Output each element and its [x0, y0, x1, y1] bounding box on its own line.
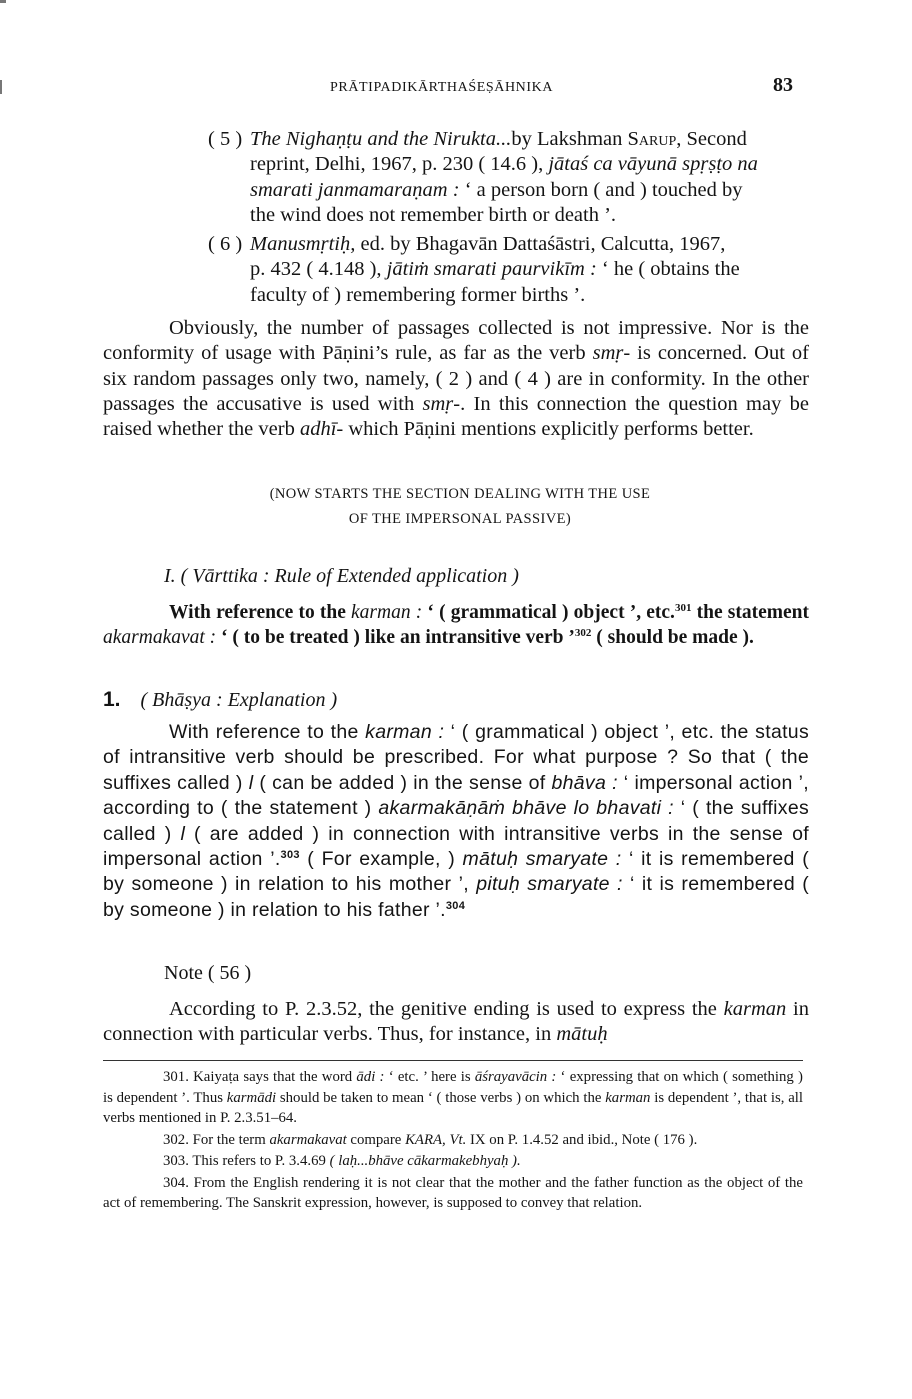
- page-number: 83: [773, 74, 793, 96]
- reference-number: ( 5 ): [208, 128, 243, 150]
- footnote-301: 301. Kaiyaṭa says that the word ādi : ‘ etc. ’ here is āśrayavācin : ‘ expressing that on which ( something ) is dependent ’. Thus karmādi should be taken to mean ‘ ( those verbs ) on which the karman is dependent ’, that is, all verbs mentioned in P. 2.3.51–64.: [103, 1069, 804, 1126]
- scan-mark: [0, 0, 6, 3]
- bhasya-title: [103, 688, 337, 712]
- section-heading: [140, 482, 780, 532]
- running-title: PRĀTIPADIKĀRTHAŚEṢĀHNIKA: [330, 80, 554, 95]
- bhasya-text: With reference to the karman : ‘ ( grammatical ) object ’, etc. the status of intransitive verb should be prescribed. For what purpose ? So that ( the suffixes called ) l ( can be added ) in the sense of bhāva : ‘ impersonal action ’, according to ( the statement ) akarmakāṇāṁ bhāve lo bhavati : ‘ ( the suffixes called ) l ( are added ) in connection with intransitive verbs in the sense of impersonal action ’.$^{303}$ ( For example, ) mātuḥ smaryate : ‘ it is remembered ( by someone ) in relation to his mother ’, pituḥ smaryate : ‘ it is remembered ( by someone ) in relation to his father ’.$^{304}$: [103, 721, 810, 921]
- reference-number: ( 6 ): [208, 233, 243, 255]
- reference-5: [208, 127, 810, 228]
- body-paragraph: Obviously, the number of passages collected is not impressive. Nor is the conformity of usage with Pāṇini’s rule, as far as the verb smṛ- is concerned. Out of six random passages only two, namely, ( 2 ) and ( 4 ) are in conformity. In the other passages the accusative is used with smṛ-. In this connection the question may be raised whether the verb adhī- which Pāṇini mentions explicitly performs better.: [103, 317, 809, 441]
- section-heading-line: (NOW STARTS THE SECTION DEALING WITH THE USE: [269, 486, 651, 502]
- footnote-302: 302. For the term akarmakavat compare KARA, Vt. IX on P. 1.4.52 and ibid., Note ( 176 ).: [163, 1131, 698, 1148]
- footnote-303: 303. This refers to P. 3.4.69 ( laḥ...bhāve cākarmakebhyaḥ ).: [163, 1153, 521, 1169]
- page-header: [0, 74, 912, 104]
- reference-text: [250, 232, 810, 308]
- reference-line: the wind does not remember birth or death ’.: [250, 203, 617, 226]
- reference-line: The Nighaṇṭu and the Nirukta...by Lakshman Sarup, Second: [250, 128, 747, 150]
- reference-line: p. 432 ( 4.148 ), jātiṁ smarati paurvikīm : ‘ he ( obtains the: [250, 258, 740, 281]
- reference-text: [250, 127, 810, 228]
- footnotes: [103, 1067, 803, 1215]
- footnote-divider: [103, 1060, 803, 1061]
- section-heading-line: OF THE IMPERSONAL PASSIVE): [348, 511, 572, 527]
- reference-line: Manusmṛtiḥ, ed. by Bhagavān Dattaśāstri, Calcutta, 1967,: [250, 233, 726, 255]
- note-label: Note ( 56 ): [164, 962, 252, 984]
- reference-6: [208, 232, 810, 308]
- reference-line: faculty of ) remembering former births ’.: [250, 283, 586, 306]
- footnote-304: 304. From the English rendering it is not clear that the mother and the father function as the object of the act of remembering. The Sanskrit expression, however, is supposed to convey that relation.: [103, 1174, 803, 1211]
- bhasya-number: 1.: [103, 688, 121, 711]
- bhasya-label: ( Bhāṣya : Explanation ): [140, 689, 338, 711]
- varttika-statement: With reference to the karman : ‘ ( grammatical ) object ’, etc.$^{301}$ the statement akarmakavat : ‘ ( to be treated ) like an intransitive verb ’$^{302}$ ( should be made ).: [103, 602, 809, 648]
- reference-line: reprint, Delhi, 1967, p. 230 ( 14.6 ), jātaś ca vāyunā spṛṣṭo na: [250, 153, 758, 176]
- note-paragraph: According to P. 2.3.52, the genitive ending is used to express the karman in connection with particular verbs. Thus, for instance, in mātuḥ: [103, 998, 809, 1046]
- reference-line: smarati janmamaraṇam : ‘ a person born ( and ) touched by: [250, 178, 743, 201]
- varttika-title: I. ( Vārttika : Rule of Extended application ): [164, 565, 519, 587]
